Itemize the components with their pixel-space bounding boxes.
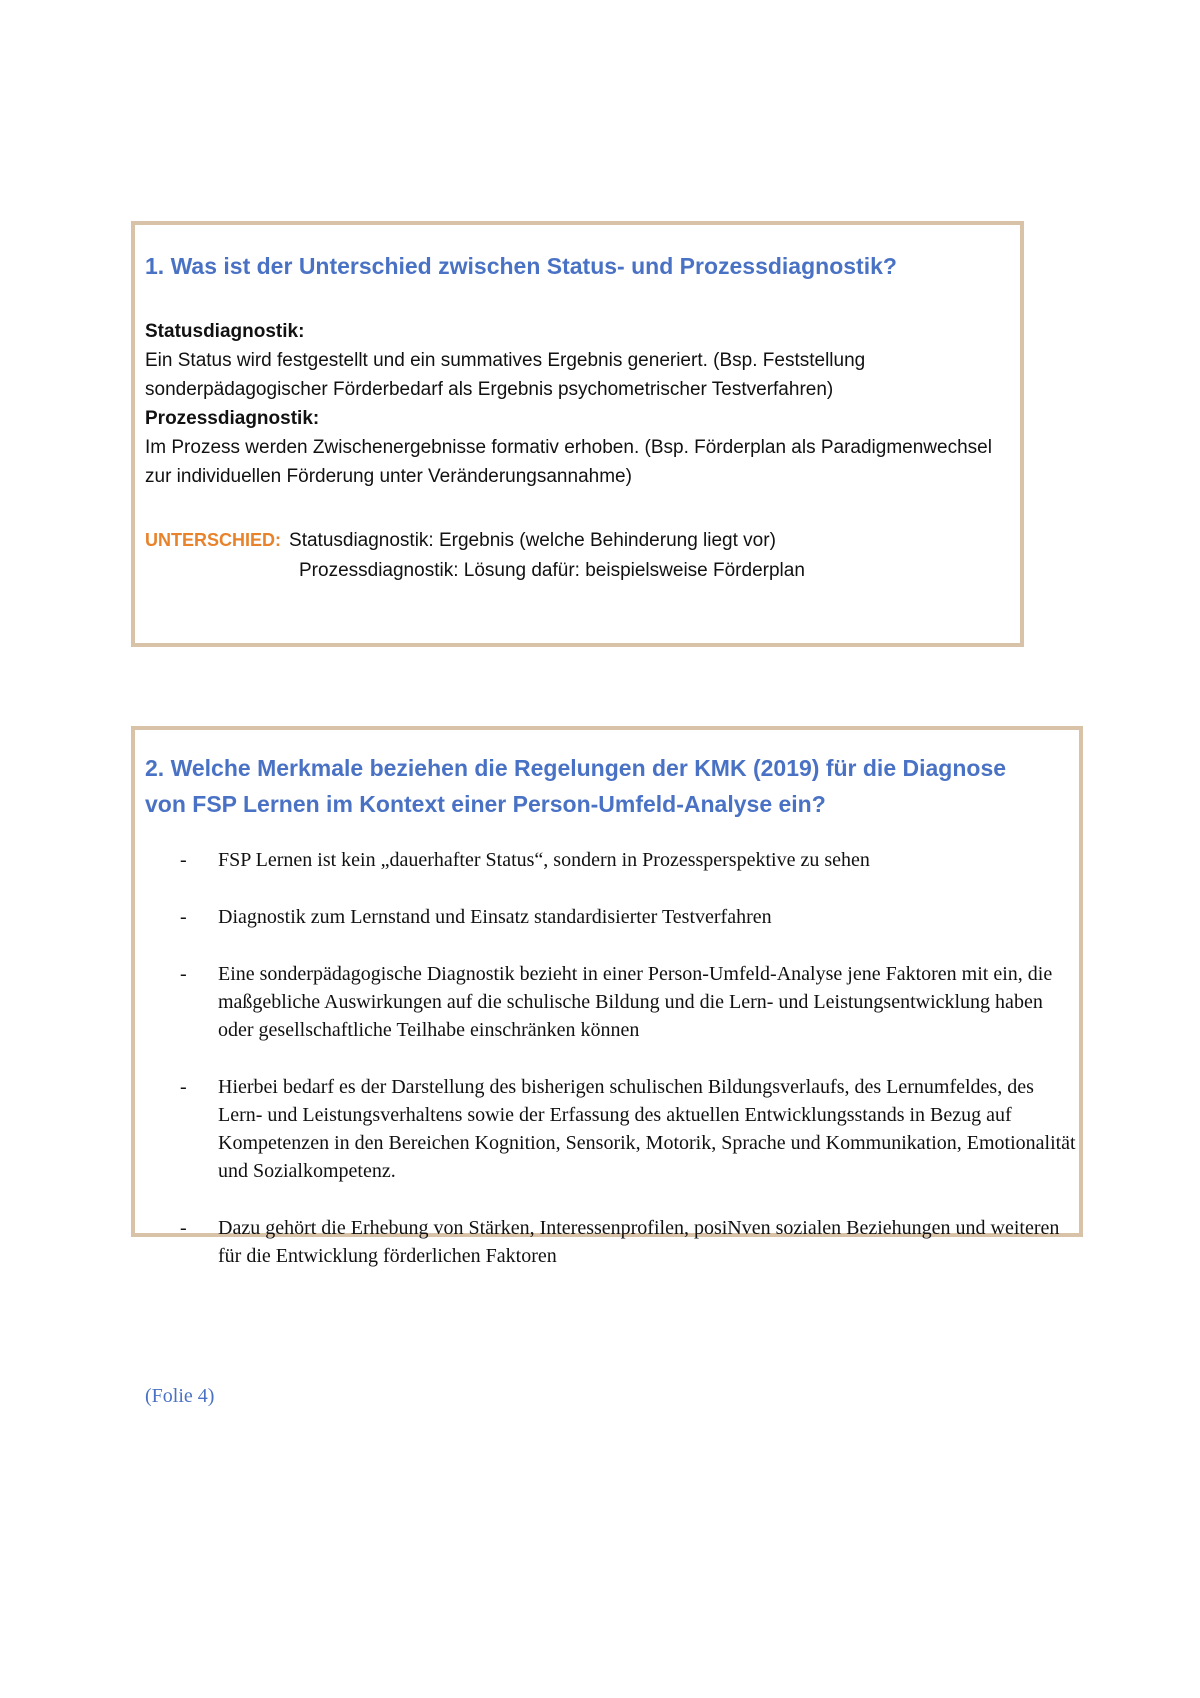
list-item	[180, 846, 1080, 874]
status-text: Ein Status wird festgestellt und ein summatives Ergebnis generiert. (Bsp. Feststellung sonderpädagogischer Förderbedarf als Ergebnis psychometrischer Testverfahren)	[145, 350, 866, 400]
difference-line-2: Prozessdiagnostik: Lösung dafür: beispielsweise Förderplan	[299, 560, 805, 581]
criteria-list	[180, 846, 1080, 1299]
source-reference: (Folie 4)	[145, 1385, 215, 1407]
bullet-dash: -	[180, 963, 187, 985]
list-item	[180, 960, 1080, 1044]
question-1-heading: 1. Was ist der Unterschied zwischen Status- und Prozessdiagnostik?	[145, 253, 897, 279]
list-item	[180, 903, 1080, 931]
status-label: Statusdiagnostik:	[145, 321, 305, 342]
list-item-text: Eine sonderpädagogische Diagnostik bezieht in einer Person-Umfeld-Analyse jene Faktoren mit ein, die maßgebliche Auswirkungen auf die schulische Bildung und die Lern- und Leistungsentwicklung haben oder gesellschaftliche Teilhabe einschränken können	[218, 963, 1053, 1041]
list-item	[180, 1214, 1080, 1270]
list-item-text: Dazu gehört die Erhebung von Stärken, Interessenprofilen, posiNven sozialen Beziehungen und weiteren für die Entwicklung förderlichen Faktoren	[218, 1217, 1060, 1267]
bullet-dash: -	[180, 1076, 187, 1098]
process-text: Im Prozess werden Zwischenergebnisse formativ erhoben. (Bsp. Förderplan als Paradigmenwechsel zur individuellen Förderung unter Veränderungsannahme)	[145, 437, 992, 487]
bullet-dash: -	[180, 906, 187, 928]
list-item-text: Hierbei bedarf es der Darstellung des bisherigen schulischen Bildungsverlaufs, des Lernumfeldes, des Lern- und Leistungsverhaltens sowie der Erfassung des aktuellen Entwicklungsstands in Bezug auf Kompetenzen in den Bereichen Kognition, Sensorik, Motorik, Sprache und Kommunikation, Emotionalität und Sozialkompetenz.	[218, 1076, 1076, 1182]
process-label: Prozessdiagnostik:	[145, 408, 320, 429]
list-item-text: FSP Lernen ist kein „dauerhafter Status“, sondern in Prozessperspektive zu sehen	[218, 849, 870, 871]
difference-row-1	[145, 526, 1005, 555]
bullet-dash: -	[180, 849, 187, 871]
difference-label: UNTERSCHIED:	[145, 530, 282, 550]
list-item	[180, 1073, 1080, 1185]
bullet-dash: -	[180, 1217, 187, 1239]
question-2-heading: 2. Welche Merkmale beziehen die Regelungen der KMK (2019) für die Diagnose von FSP Lernen im Kontext einer Person-Umfeld-Analyse ein?	[145, 755, 1007, 817]
difference-line-1: Statusdiagnostik: Ergebnis (welche Behinderung liegt vor)	[289, 530, 776, 551]
list-item-text: Diagnostik zum Lernstand und Einsatz standardisierter Testverfahren	[218, 906, 772, 928]
